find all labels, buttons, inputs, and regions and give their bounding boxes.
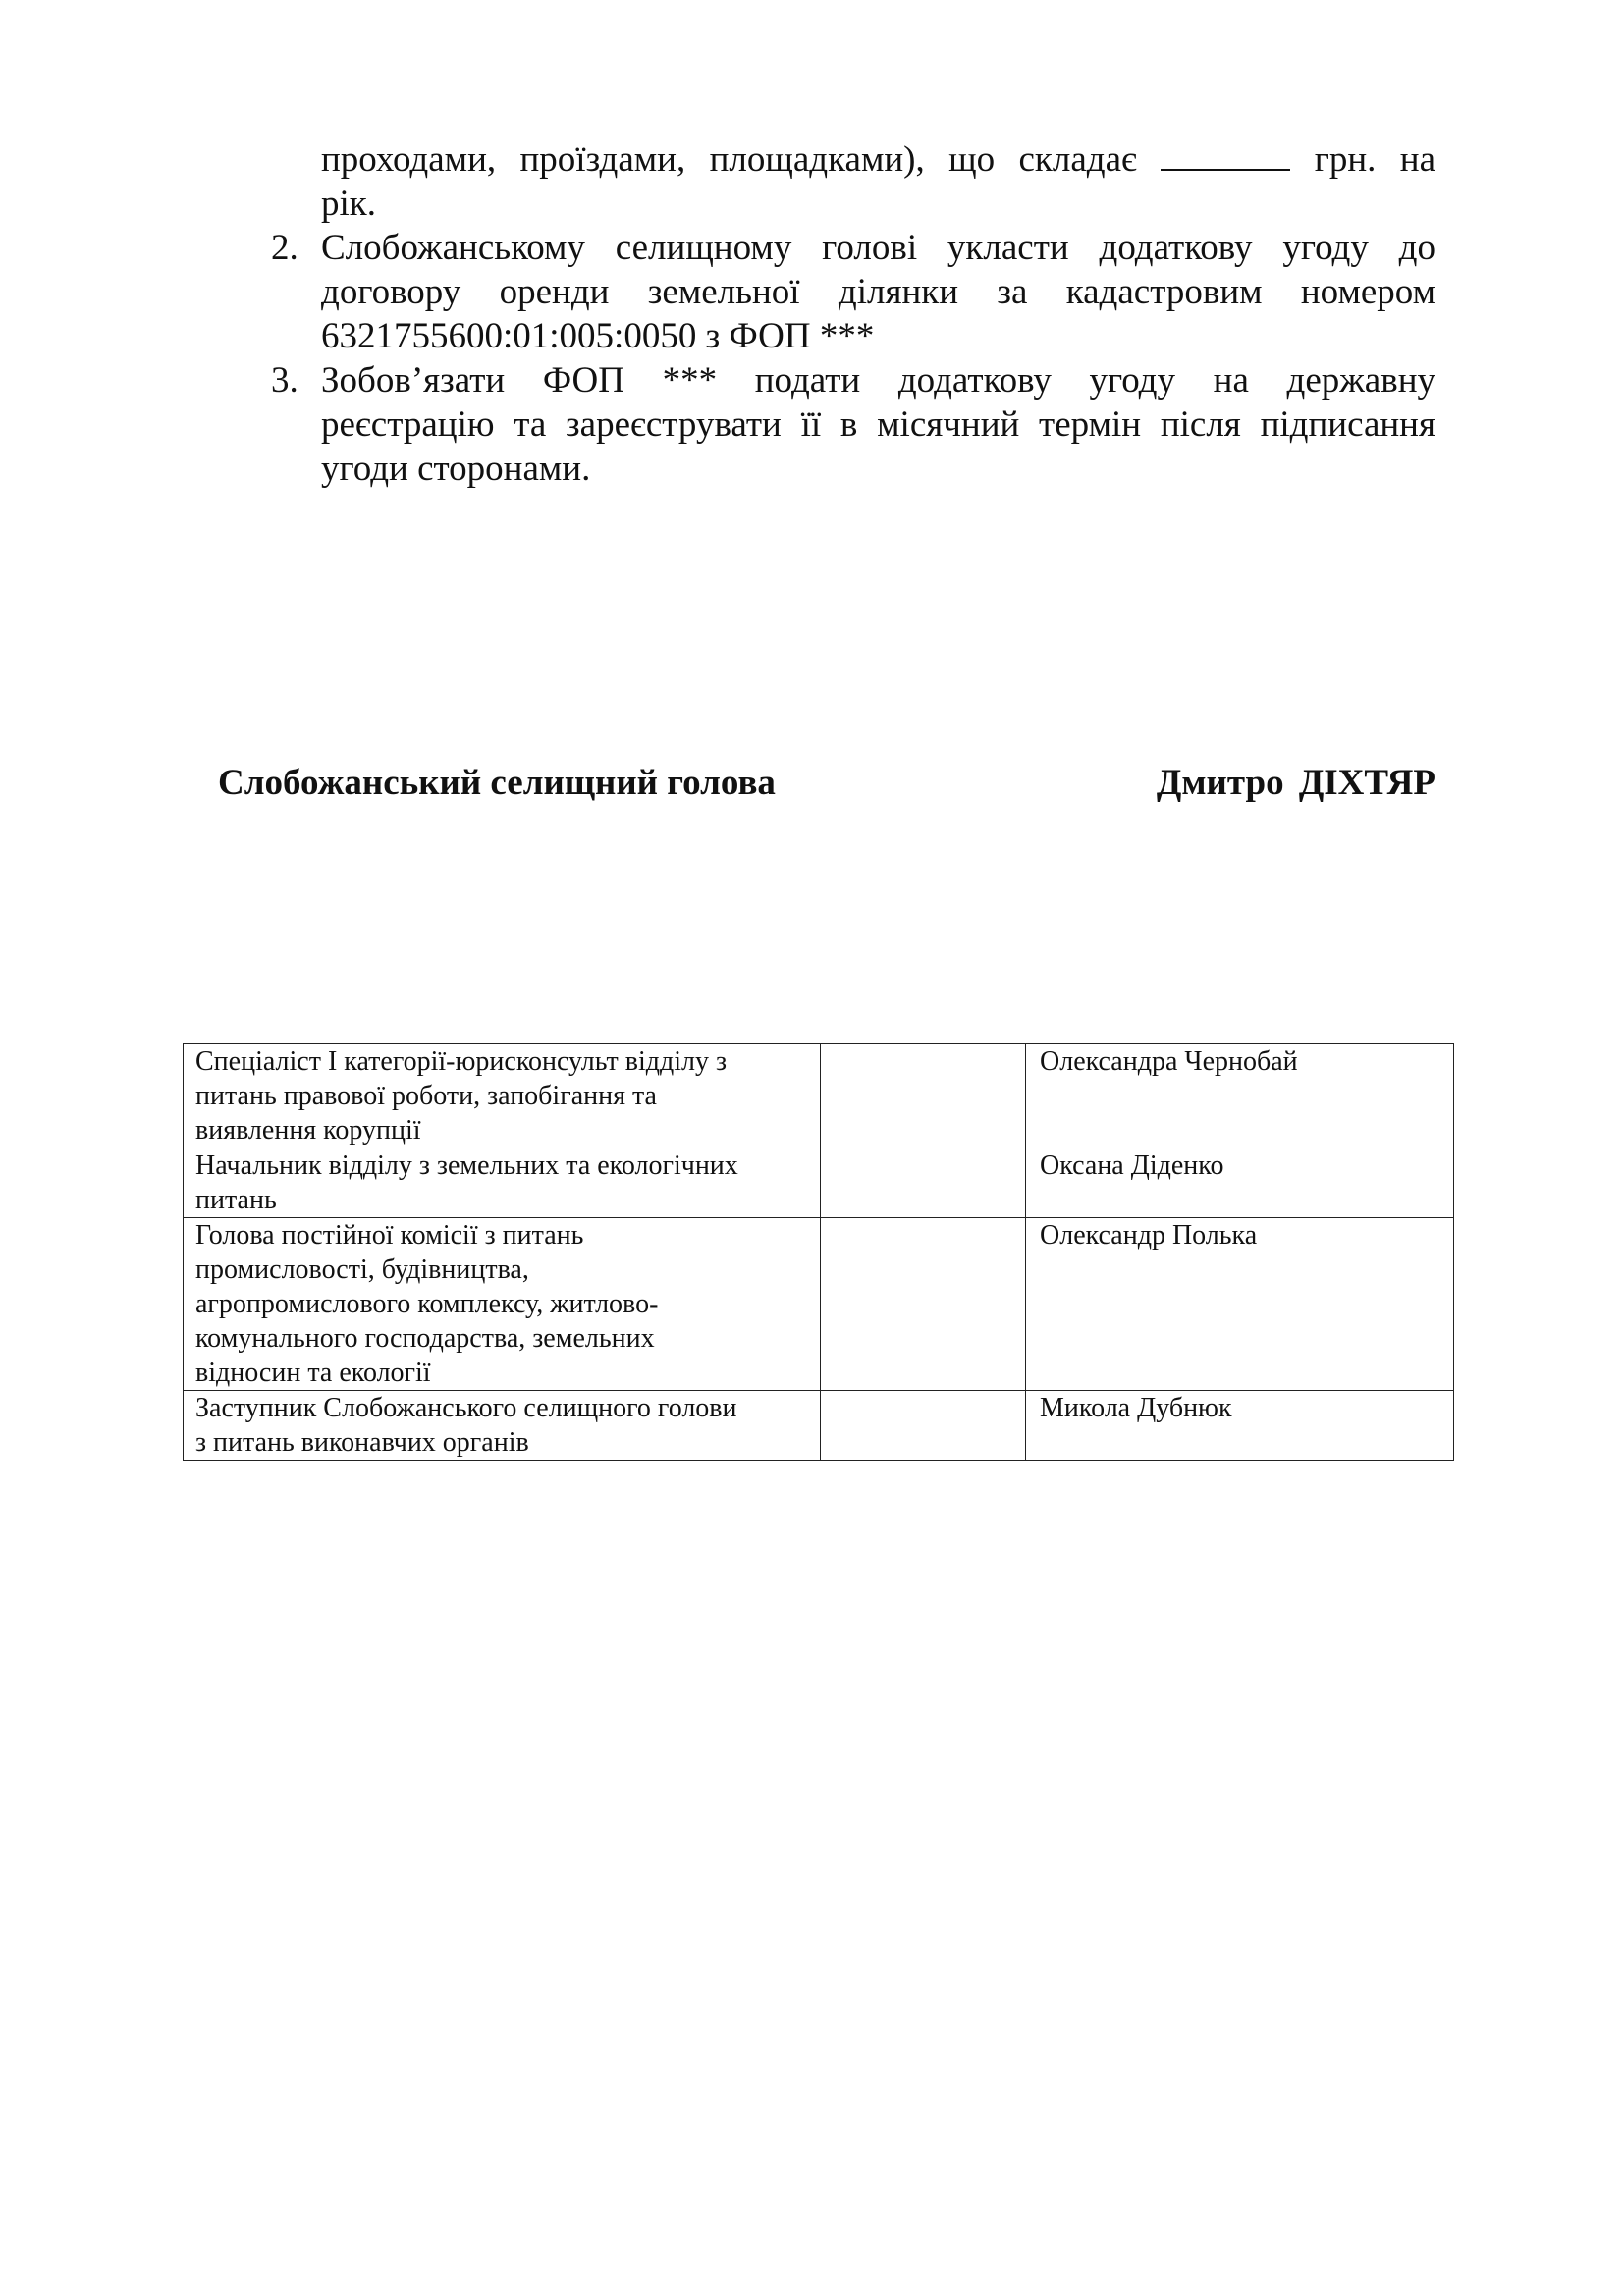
position-line: питань bbox=[195, 1185, 277, 1215]
item-line: договору оренди земельної ділянки за кадастровим номером bbox=[321, 272, 1435, 312]
item-line: Зобов’язати ФОП *** подати додаткову угоду на державну bbox=[321, 360, 1435, 400]
continuation-text-start: проходами, проїздами, площадками), що складає bbox=[321, 139, 1137, 180]
item-line: Слобожанському селищному голові укласти додаткову угоду до bbox=[321, 228, 1435, 268]
decision-item-3 bbox=[265, 358, 1435, 491]
position-line: Заступник Слобожанського селищного голови bbox=[195, 1393, 737, 1423]
position-line: Голова постійної комісії з питань bbox=[195, 1220, 584, 1251]
decision-items bbox=[265, 226, 1435, 491]
approver-name: Микола Дубнюк bbox=[1026, 1391, 1454, 1461]
position-line: промисловості, будівництва, bbox=[195, 1255, 529, 1285]
position-line: питань правової роботи, запобігання та bbox=[195, 1081, 657, 1111]
signatory-position: Слобожанський селищний голова bbox=[218, 763, 776, 803]
approver-name: Олександр Полька bbox=[1026, 1218, 1454, 1391]
approver-position bbox=[184, 1391, 821, 1461]
table-row bbox=[184, 1148, 1454, 1218]
position-line: виявлення корупції bbox=[195, 1115, 421, 1146]
item-line: реєстрацію та зареєструвати її в місячний термін після підписання bbox=[321, 404, 1435, 445]
table-row bbox=[184, 1391, 1454, 1461]
approvals-table bbox=[183, 1043, 1454, 1461]
approver-name: Оксана Діденко bbox=[1026, 1148, 1454, 1218]
amount-blank bbox=[1161, 139, 1290, 171]
approver-signature bbox=[821, 1148, 1026, 1218]
approver-signature bbox=[821, 1391, 1026, 1461]
position-line: відносин та екології bbox=[195, 1358, 431, 1388]
position-line: Спеціаліст І категорії-юрисконсульт відділу з bbox=[195, 1046, 728, 1077]
table-row bbox=[184, 1044, 1454, 1148]
item-number: 2. bbox=[271, 228, 298, 268]
position-line: агропромислового комплексу, житлово- bbox=[195, 1289, 659, 1319]
approver-position bbox=[184, 1044, 821, 1148]
continuation-line bbox=[321, 137, 1435, 182]
approver-name: Олександра Чернобай bbox=[1026, 1044, 1454, 1148]
continuation-text-end: грн. на bbox=[1314, 139, 1436, 180]
continuation-tail: рік. bbox=[321, 184, 377, 224]
approver-position bbox=[184, 1218, 821, 1391]
decision-item-2 bbox=[265, 226, 1435, 358]
item-line: 6321755600:01:005:0050 з ФОП *** bbox=[321, 316, 875, 356]
approver-signature bbox=[821, 1218, 1026, 1391]
approver-position bbox=[184, 1148, 821, 1218]
signatory-name: Дмитро ДІХТЯР bbox=[1156, 763, 1435, 803]
position-line: з питань виконавчих органів bbox=[195, 1427, 529, 1458]
item-number: 3. bbox=[271, 360, 298, 400]
position-line: Начальник відділу з земельних та екологічних bbox=[195, 1150, 738, 1181]
table-row bbox=[184, 1218, 1454, 1391]
approver-signature bbox=[821, 1044, 1026, 1148]
position-line: комунального господарства, земельних bbox=[195, 1323, 655, 1354]
item-line: угоди сторонами. bbox=[321, 449, 591, 489]
